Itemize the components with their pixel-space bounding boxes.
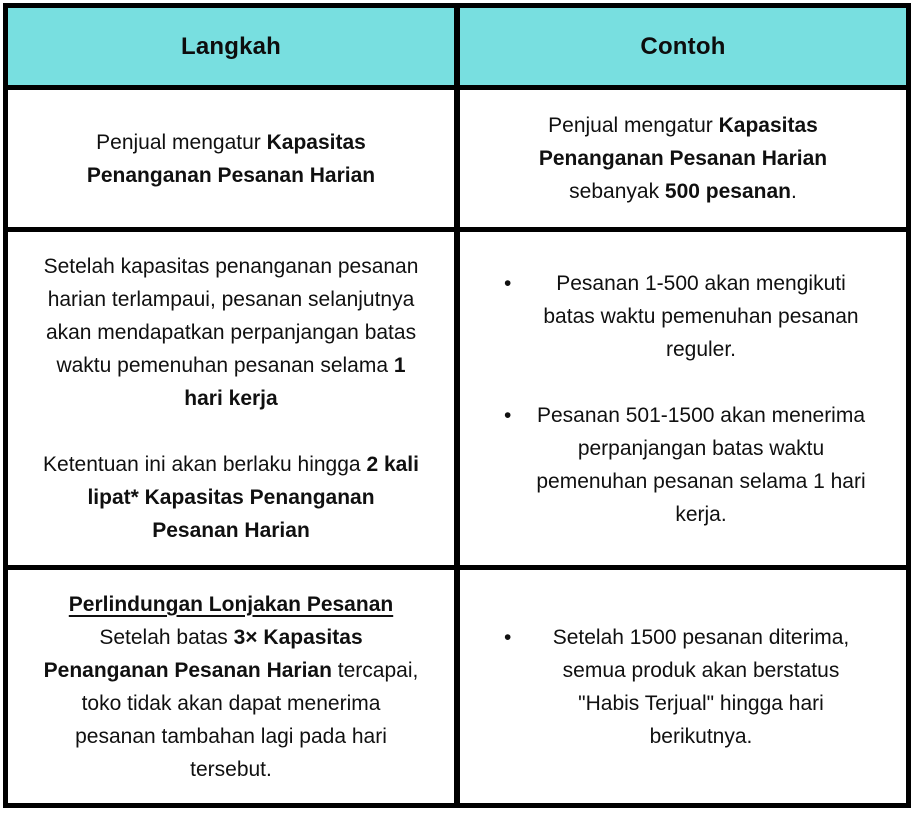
bullet-text: Pesanan 501-1500 akan menerima perpanjangan batas waktu pemenuhan pesanan selama 1 hari kerja. [536, 403, 866, 526]
bullet-icon: • [504, 403, 512, 427]
bullet-icon: • [504, 271, 512, 295]
header-row [6, 6, 909, 88]
column-header-langkah: Langkah [6, 6, 458, 88]
table-header [6, 6, 909, 88]
contoh-cell-extension [457, 230, 909, 568]
bullet-icon: • [504, 625, 512, 649]
list-item [474, 267, 892, 366]
bullet-text: Pesanan 1-500 akan mengikuti batas waktu pemenuhan pesanan reguler. [543, 271, 859, 361]
example-text: Penjual mengatur Kapasitas Penanganan Pesanan Harian sebanyak 500 pesanan. [538, 114, 828, 203]
example-bullet-list [474, 267, 892, 531]
table-row-set-capacity [6, 88, 909, 230]
capacity-table [3, 3, 911, 808]
step-text: Perlindungan Lonjakan Pesanan Setelah batas 3× Kapasitas Penanganan Pesanan Harian tercapai, toko tidak akan dapat menerima pesanan tambahan lagi pada hari tersebut. [43, 592, 419, 781]
langkah-cell-surge-protection [6, 568, 458, 806]
step-text: Ketentuan ini akan berlaku hingga 2 kali lipat* Kapasitas Penanganan Pesanan Harian [43, 453, 419, 542]
list-item [474, 621, 892, 753]
column-header-contoh: Contoh [457, 6, 909, 88]
table-row-surge-protection [6, 568, 909, 806]
contoh-cell-set-capacity [457, 88, 909, 230]
example-bullet-list [474, 621, 892, 753]
step-text: Penjual mengatur Kapasitas Penanganan Pesanan Harian [86, 130, 376, 187]
table-row-extension [6, 230, 909, 568]
bullet-text: Setelah 1500 pesanan diterima, semua produk akan berstatus "Habis Terjual" hingga hari berikutnya. [552, 625, 850, 748]
list-item [474, 399, 892, 531]
contoh-cell-surge-protection [457, 568, 909, 806]
langkah-cell-extension [6, 230, 458, 568]
step-text: Setelah kapasitas penanganan pesanan harian terlampaui, pesanan selanjutnya akan mendapatkan perpanjangan batas waktu pemenuhan pesanan selama 1 hari kerja [43, 255, 419, 410]
table-body [6, 88, 909, 806]
langkah-cell-set-capacity [6, 88, 458, 230]
